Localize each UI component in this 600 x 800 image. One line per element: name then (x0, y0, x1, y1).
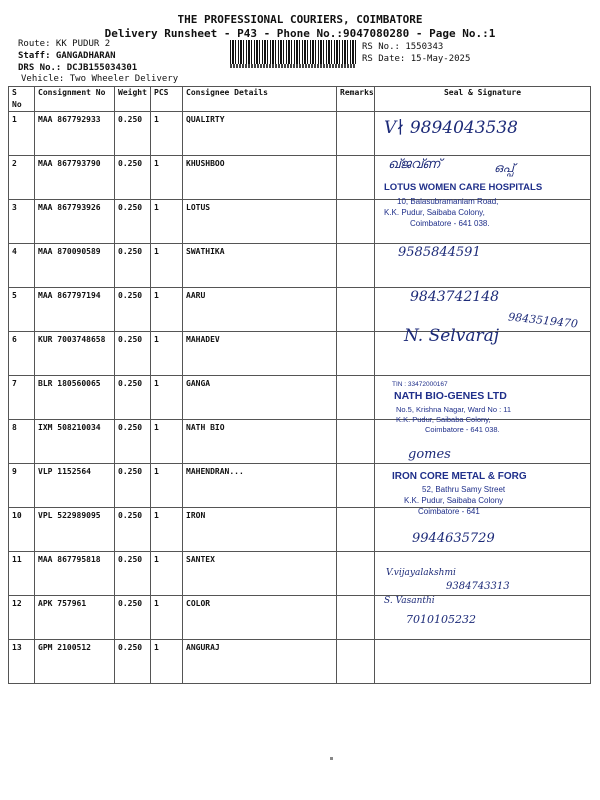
cell-weight: 0.250 (115, 244, 151, 288)
cell-consignee: KHUSHBOO (183, 156, 337, 200)
cell-consignment: KUR 7003748658 (35, 332, 115, 376)
stamp-lotus-addr1: 10, Balasubramaniam Road, (397, 197, 499, 206)
table-row (9, 288, 591, 332)
cell-consignee: LOTUS (183, 200, 337, 244)
col-consignment: Consignment No (35, 87, 115, 112)
cell-weight: 0.250 (115, 508, 151, 552)
col-consignee: Consignee Details (183, 87, 337, 112)
cell-consignee: GANGA (183, 376, 337, 420)
cell-consignment: APK 757961 (35, 596, 115, 640)
cell-remarks (337, 244, 375, 288)
cell-remarks (337, 464, 375, 508)
cell-sno: 4 (9, 244, 35, 288)
col-seal: Seal & Signature (375, 87, 591, 112)
cell-consignment: MAA 870090589 (35, 244, 115, 288)
table-row (9, 640, 591, 684)
cell-weight: 0.250 (115, 640, 151, 684)
cell-remarks (337, 332, 375, 376)
cell-seal (375, 640, 591, 684)
cell-sno: 9 (9, 464, 35, 508)
cell-pcs: 1 (151, 420, 183, 464)
signature-row-13b: 7010105232 (406, 613, 476, 626)
cell-consignee: COLOR (183, 596, 337, 640)
signature-row-6a: N. Selvaraj (404, 326, 500, 346)
table-row (9, 332, 591, 376)
table-header-row (9, 87, 591, 112)
stamp-nath-name: NATH BIO-GENES LTD (394, 390, 507, 402)
stamp-lotus-addr2: K.K. Pudur, Saibaba Colony, (384, 208, 485, 217)
signature-row-2b: ഒപ്പ് (494, 161, 514, 175)
cell-consignment: VLP 1152564 (35, 464, 115, 508)
col-remarks: Remarks (337, 87, 375, 112)
barcode-digits (230, 64, 356, 68)
cell-pcs: 1 (151, 596, 183, 640)
signature-row-2a: ഖ്ജവ്ണ് (388, 157, 441, 172)
cell-weight: 0.250 (115, 464, 151, 508)
cell-remarks (337, 112, 375, 156)
cell-remarks (337, 552, 375, 596)
stamp-lotus-name: LOTUS WOMEN CARE HOSPITALS (384, 182, 543, 193)
signature-row-4: 9585844591 (398, 245, 481, 260)
table-row (9, 200, 591, 244)
cell-consignee: NATH BIO (183, 420, 337, 464)
drs-label: DRS No.: DCJB155034301 (18, 63, 138, 73)
col-weight: Weight (115, 87, 151, 112)
cell-consignee: MAHENDRAN... (183, 464, 337, 508)
cell-consignment: MAA 867797194 (35, 288, 115, 332)
rs-date: RS Date: 15-May-2025 (362, 54, 471, 64)
cell-pcs: 1 (151, 244, 183, 288)
rs-number: RS No.: 1550343 (362, 42, 444, 52)
company-title: THE PROFESSIONAL COURIERS, COIMBATORE (177, 13, 423, 26)
table-row (9, 508, 591, 552)
cell-pcs: 1 (151, 376, 183, 420)
staff-label: Staff: GANGADHARAN (18, 51, 116, 61)
route-label: Route: KK PUDUR 2 (18, 39, 111, 49)
cell-consignment: MAA 867793926 (35, 200, 115, 244)
vehicle-label: Vehicle: Two Wheeler Delivery (21, 74, 179, 84)
cell-remarks (337, 508, 375, 552)
cell-sno: 7 (9, 376, 35, 420)
cell-remarks (337, 156, 375, 200)
signature-row-13a: S. Vasanthi (384, 596, 435, 606)
cell-sno: 11 (9, 552, 35, 596)
stamp-nath-addr1: No.5, Krishna Nagar, Ward No : 11 (396, 405, 512, 414)
cell-pcs: 1 (151, 332, 183, 376)
cell-weight: 0.250 (115, 596, 151, 640)
cell-sno: 1 (9, 112, 35, 156)
signature-row-12b: 9384743313 (446, 581, 510, 592)
stamp-nath-addr2: K.K. Pudur, Saibaba Colony, (396, 415, 491, 424)
stamp-iron-addr2: K.K. Pudur, Saibaba Colony (404, 496, 504, 505)
cell-consignment: VPL 522989095 (35, 508, 115, 552)
table-row (9, 420, 591, 464)
col-sno: S No (9, 87, 35, 112)
cell-sno: 12 (9, 596, 35, 640)
cell-sno: 2 (9, 156, 35, 200)
cell-consignment: IXM 508210034 (35, 420, 115, 464)
cell-pcs: 1 (151, 288, 183, 332)
cell-sno: 13 (9, 640, 35, 684)
cell-sno: 10 (9, 508, 35, 552)
signature-row-9: gomes (408, 447, 451, 462)
cell-sno: 8 (9, 420, 35, 464)
cell-consignee: QUALIRTY (183, 112, 337, 156)
page-dot (330, 757, 333, 760)
cell-sno: 3 (9, 200, 35, 244)
barcode (230, 40, 356, 64)
cell-consignment: BLR 180560065 (35, 376, 115, 420)
stamp-iron-name: IRON CORE METAL & FORG (392, 471, 527, 482)
signature-row-5: 9843742148 (410, 289, 500, 305)
cell-sno: 5 (9, 288, 35, 332)
cell-weight: 0.250 (115, 112, 151, 156)
runsheet-subtitle: Delivery Runsheet - P43 - Phone No.:9047080280 - Page No.:1 (104, 27, 496, 40)
cell-consignee: IRON (183, 508, 337, 552)
cell-pcs: 1 (151, 508, 183, 552)
cell-remarks (337, 200, 375, 244)
cell-remarks (337, 420, 375, 464)
signature-row-12a: V.vijayalakshmi (386, 568, 456, 578)
cell-remarks (337, 640, 375, 684)
col-pcs: PCS (151, 87, 183, 112)
table-row (9, 596, 591, 640)
cell-consignee: AARU (183, 288, 337, 332)
cell-remarks (337, 288, 375, 332)
stamp-nath-addr3: Coimbatore - 641 038. (425, 425, 500, 434)
signature-row-11: 9944635729 (412, 531, 495, 546)
stamp-lotus-addr3: Coimbatore - 641 038. (410, 219, 490, 228)
cell-pcs: 1 (151, 640, 183, 684)
stamp-iron-addr3: Coimbatore - 641 (418, 507, 480, 516)
cell-pcs: 1 (151, 552, 183, 596)
cell-weight: 0.250 (115, 200, 151, 244)
cell-remarks (337, 596, 375, 640)
cell-consignment: MAA 867793790 (35, 156, 115, 200)
cell-weight: 0.250 (115, 376, 151, 420)
cell-consignee: MAHADEV (183, 332, 337, 376)
cell-consignee: ANGURAJ (183, 640, 337, 684)
table-row (9, 244, 591, 288)
cell-weight: 0.250 (115, 420, 151, 464)
cell-consignee: SWATHIKA (183, 244, 337, 288)
cell-pcs: 1 (151, 200, 183, 244)
cell-pcs: 1 (151, 156, 183, 200)
cell-weight: 0.250 (115, 156, 151, 200)
cell-pcs: 1 (151, 112, 183, 156)
signature-row-6b: 9843519470 (507, 310, 579, 331)
stamp-nath-tin: TIN : 33472000167 (392, 381, 448, 388)
cell-sno: 6 (9, 332, 35, 376)
cell-consignment: MAA 867792933 (35, 112, 115, 156)
cell-weight: 0.250 (115, 288, 151, 332)
signature-row-1: V∤ 9894043538 (384, 118, 518, 138)
cell-weight: 0.250 (115, 552, 151, 596)
cell-consignment: GPM 2100512 (35, 640, 115, 684)
cell-remarks (337, 376, 375, 420)
cell-weight: 0.250 (115, 332, 151, 376)
cell-consignee: SANTEX (183, 552, 337, 596)
cell-consignment: MAA 867795818 (35, 552, 115, 596)
cell-pcs: 1 (151, 464, 183, 508)
stamp-iron-addr1: 52, Bathru Samy Street (422, 485, 506, 494)
